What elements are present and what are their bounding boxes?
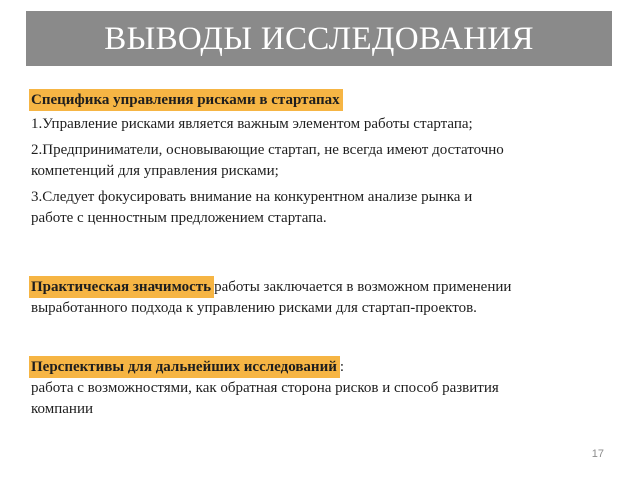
practical-heading: Практическая значимость	[29, 276, 214, 298]
specifics-item-3: 3.Следует фокусировать внимание на конкурентном анализе рынка и	[31, 189, 473, 205]
title-bar	[26, 11, 612, 66]
specifics-item-3-cont: работе с ценностным предложением стартапа.	[31, 210, 327, 226]
specifics-heading: Специфика управления рисками в стартапах	[29, 89, 343, 111]
specifics-section	[31, 89, 611, 229]
perspectives-text-1: работа с возможностями, как обратная сторона рисков и способ развития	[31, 380, 499, 396]
perspectives-text-2: компании	[31, 401, 93, 417]
slide-title: ВЫВОДЫ ИССЛЕДОВАНИЯ	[104, 21, 534, 57]
perspectives-section	[31, 356, 611, 420]
perspectives-heading: Перспективы для дальнейших исследований	[29, 356, 340, 378]
practical-text-2: выработанного подхода к управлению рисками для стартап-проектов.	[31, 300, 477, 316]
practical-text-1: работы заключается в возможном применении	[214, 279, 512, 295]
page-number: 17	[591, 448, 604, 460]
perspectives-colon: :	[339, 359, 345, 375]
specifics-item-1: 1.Управление рисками является важным элементом работы стартапа;	[31, 116, 473, 132]
specifics-item-2: 2.Предприниматели, основывающие стартап, не всегда имеют достаточно	[31, 142, 504, 158]
practical-section	[31, 276, 611, 319]
specifics-item-2-cont: компетенций для управления рисками;	[31, 163, 279, 179]
